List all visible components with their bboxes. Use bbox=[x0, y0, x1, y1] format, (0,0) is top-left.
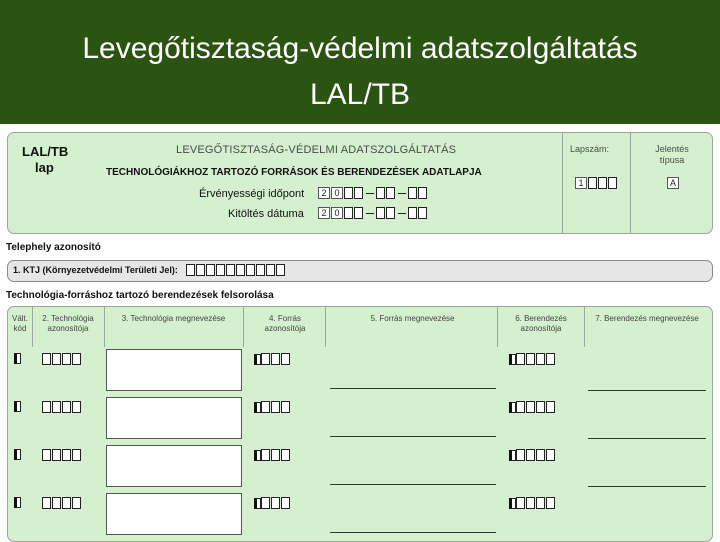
change-code-field[interactable] bbox=[14, 449, 21, 460]
col-header-equipment-name: 7. Berendezés megnevezése bbox=[595, 314, 699, 323]
banner-title-line2: LAL/TB bbox=[309, 78, 411, 111]
equipment-id-field[interactable] bbox=[509, 449, 556, 461]
year-prefix-digit: 2 bbox=[318, 187, 330, 199]
page-no-label: Lapszám: bbox=[570, 144, 610, 154]
source-id-field[interactable] bbox=[254, 449, 291, 461]
equipment-name-field[interactable] bbox=[588, 486, 706, 487]
source-id-field[interactable] bbox=[254, 497, 291, 509]
sheet-code: LAL/TB bbox=[22, 144, 69, 159]
change-code-field[interactable] bbox=[14, 401, 21, 412]
service-title: LEVEGŐTISZTASÁG-VÉDELMI ADATSZOLGÁLTATÁS bbox=[176, 144, 457, 156]
equipment-name-field[interactable] bbox=[588, 390, 706, 391]
source-id-field[interactable] bbox=[254, 401, 291, 413]
source-name-field[interactable] bbox=[330, 436, 496, 437]
list-heading: Technológia-forráshoz tartozó berendezések felsorolása bbox=[6, 290, 274, 301]
site-id-heading: Telephely azonosító bbox=[6, 242, 101, 253]
col-header-tech-name: 3. Technológia megnevezése bbox=[121, 314, 226, 323]
banner-title-line1: Levegőtisztaság-védelmi adatszolgáltatás bbox=[82, 32, 638, 65]
source-name-field[interactable] bbox=[330, 532, 496, 533]
page-no-field[interactable] bbox=[575, 177, 618, 189]
sheet-title: TECHNOLÓGIÁKHOZ TARTOZÓ FORRÁSOK ÉS BERENDEZÉSEK ADATLAPJA bbox=[106, 167, 482, 178]
banner-title bbox=[0, 26, 720, 118]
equipment-name-field[interactable] bbox=[588, 438, 706, 439]
tech-name-field[interactable] bbox=[106, 349, 242, 391]
title-banner bbox=[0, 0, 720, 124]
page-no-first-digit: 1 bbox=[575, 177, 587, 189]
ktj-field[interactable] bbox=[186, 264, 286, 276]
tech-id-field[interactable] bbox=[42, 401, 82, 413]
tech-name-field[interactable] bbox=[106, 445, 242, 487]
equipment-id-field[interactable] bbox=[509, 353, 556, 365]
sheet-word: lap bbox=[35, 160, 54, 175]
year-prefix-digit: 2 bbox=[318, 207, 330, 219]
form-sheet bbox=[0, 124, 720, 540]
source-name-field[interactable] bbox=[330, 388, 496, 389]
tech-id-field[interactable] bbox=[42, 353, 82, 365]
change-code-field[interactable] bbox=[14, 497, 21, 508]
ktj-label: 1. KTJ (Környezetvédelmi Területi Jel): bbox=[13, 265, 178, 275]
col-header-equipment-id: 6. Berendezés azonosítója bbox=[515, 314, 567, 333]
year-prefix-digit: 0 bbox=[331, 207, 343, 219]
report-type-value: A bbox=[667, 177, 679, 189]
col-header-change-code: Vált. kód bbox=[11, 314, 28, 333]
tech-name-field[interactable] bbox=[106, 397, 242, 439]
col-header-source-name: 5. Forrás megnevezése bbox=[370, 314, 455, 323]
source-name-field[interactable] bbox=[330, 484, 496, 485]
report-type-field[interactable] bbox=[667, 177, 680, 189]
tech-name-field[interactable] bbox=[106, 493, 242, 535]
col-header-tech-id: 2. Technológia azonosítója bbox=[42, 314, 94, 333]
tech-id-field[interactable] bbox=[42, 497, 82, 509]
col-header-source-id: 4. Forrás azonosítója bbox=[264, 314, 306, 333]
equipment-id-field[interactable] bbox=[509, 401, 556, 413]
tech-id-field[interactable] bbox=[42, 449, 82, 461]
source-id-field[interactable] bbox=[254, 353, 291, 365]
validity-date-field[interactable] bbox=[318, 187, 428, 199]
report-type-label: Jelentés típusa bbox=[655, 144, 689, 165]
year-prefix-digit: 0 bbox=[331, 187, 343, 199]
equipment-id-field[interactable] bbox=[509, 497, 556, 509]
change-code-field[interactable] bbox=[14, 353, 21, 364]
fill-date-field[interactable] bbox=[318, 207, 428, 219]
fill-date-label: Kitöltés dátuma bbox=[228, 208, 304, 220]
validity-label: Érvényességi időpont bbox=[199, 188, 305, 200]
